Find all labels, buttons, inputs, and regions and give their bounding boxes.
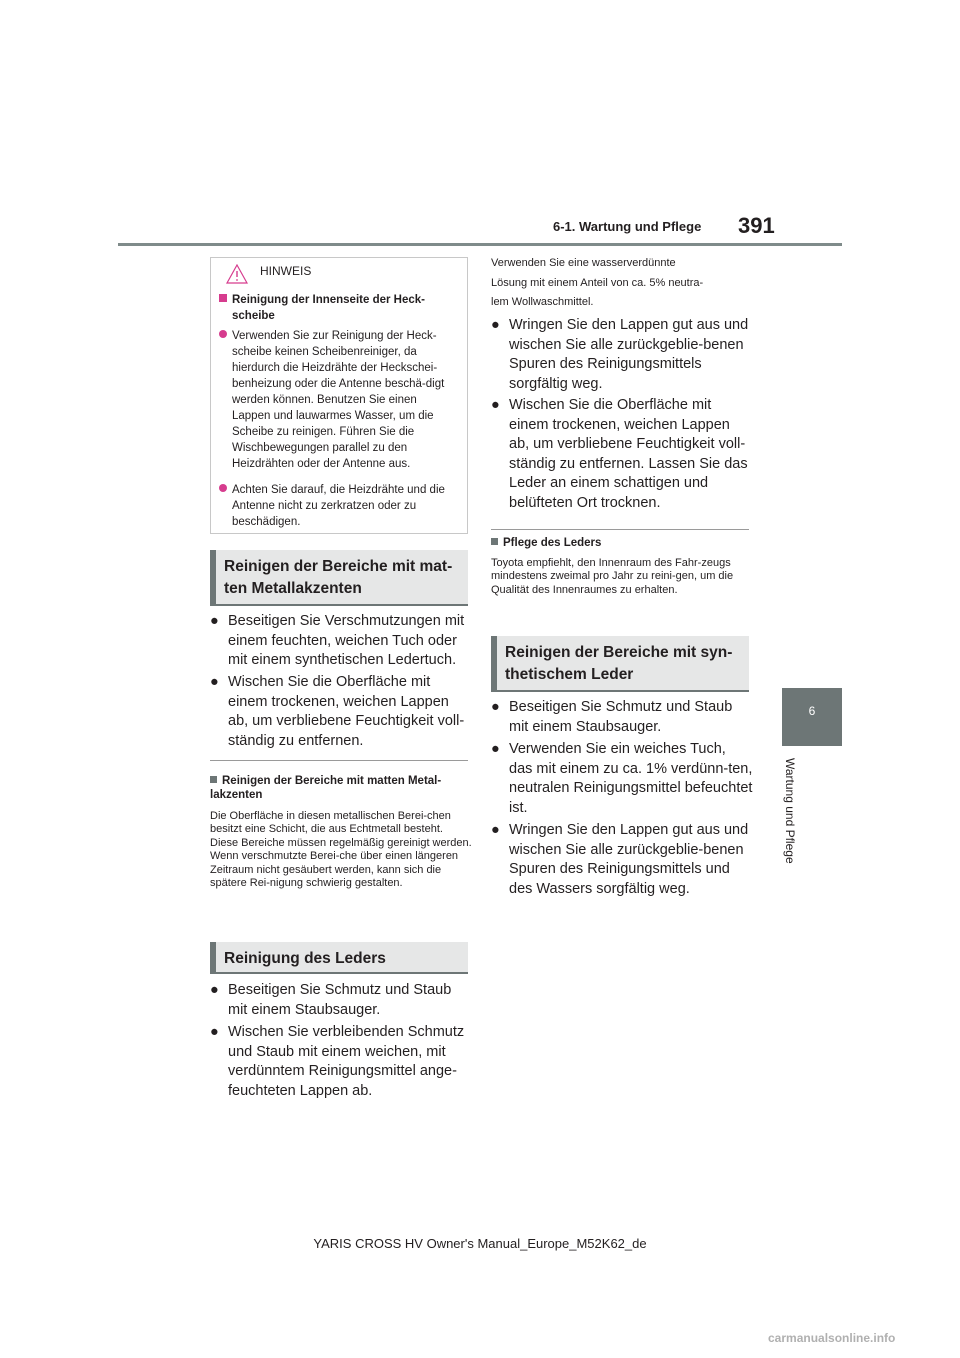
notice-title: Reinigung der Innenseite der Heck-scheibe [219,292,459,324]
page-number: 391 [738,213,775,238]
bullet-item: ● Wischen Sie verbleibenden Schmutz und Staub mit einem weichen, mit verdünntem Reinigungsmittel ange-feuchteten Lappen ab. [210,1024,465,1099]
chapter-tab-label-text: Wartung und Pflege [783,758,797,864]
watermark: carmanualsonline.info [768,1331,896,1345]
chapter-tab-label [779,758,803,888]
bullet-item: ● Verwenden Sie ein weiches Tuch, das mit einem zu ca. 1% verdünn-ten, neutralen Reinigungsmittel befeuchtet ist. [491,741,753,816]
sub-heading: Reinigen der Bereiche mit matten Metal-lakzenten [210,775,442,801]
notice-box [210,257,468,534]
bullet-item: ● Beseitigen Sie Schmutz und Staub mit einem Staubsauger. [210,982,452,1018]
notice-item: Achten Sie darauf, die Heizdrähte und die Antenne nicht zu zerkratzen oder zu beschädigen. [219,482,459,530]
sub-body: Toyota empfiehlt, den Innenraum des Fahr-zeugs mindestens zweimal pro Jahr zu reini-gen, um die Qualität des Innenraumes zu erhalten. [491,557,734,596]
warning-triangle-icon [226,264,248,284]
section-heading-leather: Reinigung des Leders [210,942,468,974]
notice-item: Verwenden Sie zur Reinigung der Heck-scheibe keinen Scheibenreiniger, da hierdurch die Heizdrähte der Heckschei-benheizung oder die Antenne beschä-digt werden können. Benutzen Sie einen Lappen und lauwarmes Wasser, um die Scheibe zu reinigen. Führen Sie die Wischbewegungen parallel zu den Heizdrähten oder der Antenne aus. [219,328,459,472]
notice-heading: HINWEIS [260,264,312,278]
bullet-item: ● Wringen Sie den Lappen gut aus und wischen Sie alle zurückgeblie-benen Spuren des Reinigungsmittels sorgfältig weg. [491,317,749,392]
sub-heading: Pflege des Leders [491,536,753,550]
header-rule [118,243,842,246]
bullet-item: ● Wringen Sie den Lappen gut aus und wischen Sie alle zurückgeblie-benen Spuren des Reinigungsmittels und des Wassers sorgfältig weg. [491,822,749,897]
bullet-item: ● Beseitigen Sie Verschmutzungen mit einem feuchten, weichen Tuch oder mit einem synthetischen Ledertuch. [210,613,465,668]
divider [210,760,468,761]
bullet-item: ● Wischen Sie die Oberfläche mit einem trockenen, weichen Lappen ab, um verbliebene Feuchtigkeit voll-ständig zu entfernen. Lassen Sie das Leder an einem schattigen und belüfteten Ort trocknen. [491,397,748,511]
chapter-tab-number: 6 [808,704,816,718]
chapter-tab [782,688,842,746]
section-heading-synthetic-leather: Reinigen der Bereiche mit syn- thetischem Leder [491,636,749,692]
bullet-item: ● Wischen Sie die Oberfläche mit einem trockenen, weichen Lappen ab, um verbliebene Feuchtigkeit voll-ständig zu entfernen. [210,674,465,749]
intro-text: Verwenden Sie eine wasserverdünnte Lösung mit einem Anteil von ca. 5% neutra- lem Wollwaschmittel. [491,257,704,308]
section-heading-matte-metal: Reinigen der Bereiche mit mat- ten Metallakzenten [210,550,468,606]
divider [491,529,749,530]
bullet-item: ● Beseitigen Sie Schmutz und Staub mit einem Staubsauger. [491,699,733,735]
sub-body: Die Oberfläche in diesen metallischen Berei-chen besitzt eine Schicht, die aus Echtmetall besteht. Diese Bereiche müssen regelmäßig gereinigt werden. Wenn verschmutzte Berei-che über einen längeren Zeitraum nicht gesäubert werden, kann sich die spätere Rei-nigung schwierig gestalten. [210,810,472,890]
chapter-title: 6-1. Wartung und Pflege [553,219,702,234]
footer-text: YARIS CROSS HV Owner's Manual_Europe_M52K62_de [313,1236,647,1251]
